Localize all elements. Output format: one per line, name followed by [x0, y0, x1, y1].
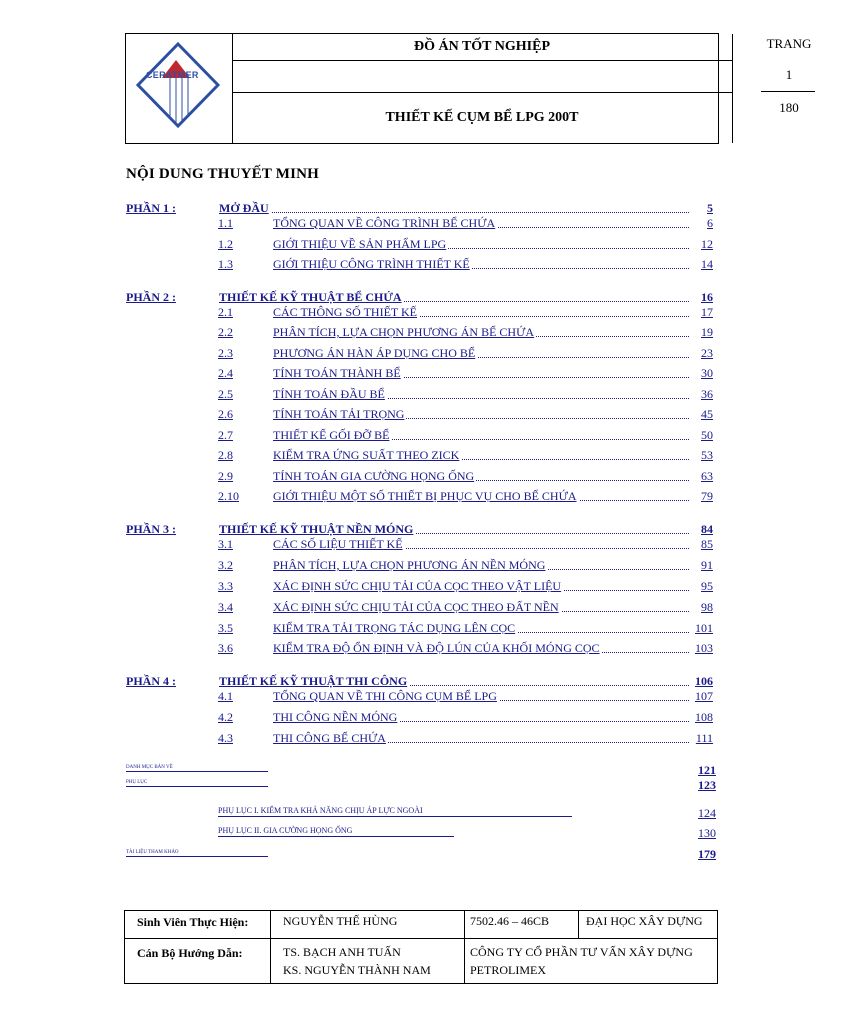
logo-cell	[126, 34, 233, 143]
page-divider	[761, 91, 815, 92]
toc-entry-number[interactable]: 4.2	[218, 710, 233, 724]
toc-entry-number[interactable]: 2.7	[218, 428, 233, 442]
toc-entry-number[interactable]: 3.6	[218, 641, 233, 655]
toc-entry-number[interactable]: 3.3	[218, 579, 233, 593]
toc-entry-title-text: MỞ ĐẦU	[219, 201, 269, 215]
toc-entry-title[interactable]	[273, 488, 579, 504]
toc-entry-title-text: GIỚI THIỆU MỘT SỐ THIẾT BỊ PHỤC VỤ CHO BỂ CHỨA	[273, 489, 577, 503]
toc-entry-page[interactable]: 91	[701, 558, 713, 572]
advisor-2: KS. NGUYỄN THÀNH NAM	[283, 963, 431, 977]
toc-entry-title-text: THIẾT KẾ KỸ THUẬT NỀN MÓNG	[219, 522, 414, 536]
toc-entry-title[interactable]	[273, 599, 561, 615]
toc-entry-title[interactable]	[273, 324, 536, 340]
toc-entry-page[interactable]: 103	[695, 641, 713, 655]
toc-entry-page[interactable]: 79	[701, 489, 713, 503]
toc-entry-number[interactable]: 2.5	[218, 387, 233, 401]
toc-entry-title-text: TÍNH TOÁN GIA CƯỜNG HỌNG ỐNG	[273, 469, 475, 483]
project-type: ĐỒ ÁN TỐT NGHIỆP	[232, 34, 732, 61]
appendix-entry-title[interactable]: PHỤ LỤC II. GIA CƯỜNG HỌNG ỐNG	[218, 826, 454, 837]
university: ĐẠI HỌC XÂY DỰNG	[586, 914, 703, 928]
toc-entry-page[interactable]: 23	[701, 346, 713, 360]
page-cell	[732, 34, 845, 143]
toc-entry-page[interactable]: 5	[707, 201, 713, 215]
toc-entry-number[interactable]: 2.10	[218, 489, 239, 503]
toc-entry-page[interactable]: 36	[701, 387, 713, 401]
appendix-entry-title[interactable]: PHỤ LỤC I. KIỂM TRA KHẢ NĂNG CHỊU ÁP LỰC NGOÀI	[218, 806, 572, 817]
toc-entry-title-text: PHƯƠNG ÁN HÀN ÁP DỤNG CHO BỂ	[273, 346, 476, 360]
company-line-2: PETROLIMEX	[470, 963, 546, 977]
toc-entry-title-text: TÍNH TOÁN ĐẦU BỂ	[273, 387, 385, 401]
toc-entry-title-text: TÍNH TOÁN THÀNH BỂ	[273, 366, 401, 380]
toc-entry-page[interactable]: 6	[707, 216, 713, 230]
toc-entry-number[interactable]: 2.4	[218, 366, 233, 380]
toc-entry-title-text: PHÂN TÍCH, LỰA CHỌN PHƯƠNG ÁN NỀN MÓNG	[273, 558, 546, 572]
project-title: THIẾT KẾ CỤM BỂ LPG 200T	[232, 92, 732, 143]
footer-table	[124, 910, 718, 984]
advisor-1: TS. BẠCH ANH TUẤN	[283, 945, 401, 959]
toc-entry-number[interactable]: 3.2	[218, 558, 233, 572]
toc-entry-title-text: PHÂN TÍCH, LỰA CHỌN PHƯƠNG ÁN BỂ CHỨA	[273, 325, 535, 339]
appendix-entry-page[interactable]: 121	[698, 763, 716, 777]
appendix-entry-page[interactable]: 124	[698, 806, 716, 820]
toc-entry-title[interactable]	[273, 447, 461, 463]
toc-entry-page[interactable]: 85	[701, 537, 713, 551]
toc-entry-title[interactable]	[219, 521, 415, 537]
toc-entry-page[interactable]: 98	[701, 600, 713, 614]
toc-entry-page[interactable]: 95	[701, 579, 713, 593]
toc-entry-title[interactable]	[273, 620, 517, 636]
toc-entry-title-text: KIỂM TRA TẢI TRỌNG TÁC DỤNG LÊN CỌC	[273, 621, 516, 635]
toc-entry-page[interactable]: 12	[701, 237, 713, 251]
toc-entry-title-text: KIỂM TRA ỨNG SUẤT THEO ZICK	[273, 448, 460, 462]
toc-entry-number[interactable]: 2.1	[218, 305, 233, 319]
company-line-1: CÔNG TY CỔ PHẦN TƯ VẤN XÂY DỰNG	[470, 945, 693, 959]
toc-entry-page[interactable]: 17	[701, 305, 713, 319]
toc-entry-title-text: THIẾT KẾ GỐI ĐỠ BỂ	[273, 428, 390, 442]
toc-entry-page[interactable]: 14	[701, 257, 713, 271]
toc-entry-page[interactable]: 50	[701, 428, 713, 442]
toc-entry-number[interactable]: 4.1	[218, 689, 233, 703]
toc-entry-title[interactable]	[273, 730, 388, 746]
toc-entry-title-text: CÁC SỐ LIỆU THIẾT KẾ	[273, 537, 403, 551]
document-header	[125, 33, 812, 144]
footer-divider	[125, 938, 717, 939]
footer-divider	[270, 911, 271, 983]
toc-entry-number[interactable]: 3.5	[218, 621, 233, 635]
toc-entry-page[interactable]: 108	[695, 710, 713, 724]
toc-entry-number[interactable]: 4.3	[218, 731, 233, 745]
page-total: 180	[779, 100, 799, 115]
toc-entry-title-text: GIỚI THIỆU CÔNG TRÌNH THIẾT KẾ	[273, 257, 470, 271]
toc-entry-title[interactable]	[273, 709, 399, 725]
footer-divider	[464, 911, 465, 983]
toc-entry-number[interactable]: 3.1	[218, 537, 233, 551]
toc-entry-title[interactable]	[273, 386, 387, 402]
toc-entry-title[interactable]	[273, 468, 476, 484]
toc-entry-number[interactable]: 2.8	[218, 448, 233, 462]
toc-part-label[interactable]: PHẦN 3 :	[126, 522, 176, 536]
toc-entry-title-text: THI CÔNG BỂ CHỨA	[273, 731, 386, 745]
toc-entry-title[interactable]	[273, 304, 419, 320]
toc-entry-page[interactable]: 53	[701, 448, 713, 462]
toc-entry-page[interactable]: 101	[695, 621, 713, 635]
toc-part-label[interactable]: PHẦN 4 :	[126, 674, 176, 688]
student-label: Sinh Viên Thực Hiện:	[137, 915, 249, 929]
toc-entry-number[interactable]: 2.9	[218, 469, 233, 483]
toc-entry-number[interactable]: 1.1	[218, 216, 233, 230]
toc-entry-page[interactable]: 63	[701, 469, 713, 483]
toc-entry-title[interactable]	[273, 365, 403, 381]
toc-entry-page[interactable]: 107	[695, 689, 713, 703]
footer-divider	[578, 911, 579, 938]
section-title: NỘI DUNG THUYẾT MINH	[126, 166, 320, 182]
appendix-entry-page[interactable]: 130	[698, 826, 716, 840]
toc-entry-page[interactable]: 84	[701, 522, 713, 536]
student-id: 7502.46 – 46CB	[470, 914, 550, 928]
toc-entry-title[interactable]	[273, 406, 406, 422]
appendix-entry-page[interactable]: 179	[698, 847, 716, 861]
toc-entry-number[interactable]: 3.4	[218, 600, 233, 614]
page-label: TRANG	[766, 36, 812, 51]
toc-entry-title[interactable]	[219, 289, 404, 305]
toc-entry-title-text: XÁC ĐỊNH SỨC CHỊU TẢI CỦA CỌC THEO ĐẤT NỀN	[273, 600, 559, 614]
toc-entry-title-text: KIỂM TRA ĐỘ ỔN ĐỊNH VÀ ĐỘ LÚN CỦA KHỐI MÓNG CỌC	[273, 641, 600, 655]
toc-entry-title[interactable]	[273, 345, 477, 361]
toc-entry-title-text: TỔNG QUAN VỀ THI CÔNG CỤM BỂ LPG	[273, 689, 497, 703]
toc-entry-title-text: XÁC ĐỊNH SỨC CHỊU TẢI CỦA CỌC THEO VẬT LIỆU	[273, 579, 562, 593]
toc-entry-title[interactable]	[273, 427, 391, 443]
toc-part-label[interactable]: PHẦN 2 :	[126, 290, 176, 304]
toc-entry-title-text: THI CÔNG NỀN MÓNG	[273, 710, 398, 724]
toc-entry-title[interactable]	[273, 688, 499, 704]
appendix-entry-title[interactable]: DANH MỤC BẢN VẼ	[126, 765, 268, 772]
toc-entry-title[interactable]	[273, 236, 448, 252]
toc-entry-page[interactable]: 30	[701, 366, 713, 380]
student-name: NGUYỄN THẾ HÙNG	[283, 914, 398, 928]
toc-entry-number[interactable]: 2.2	[218, 325, 233, 339]
toc-entry-number[interactable]: 2.6	[218, 407, 233, 421]
toc-entry-page[interactable]: 45	[701, 407, 713, 421]
toc-entry-page[interactable]: 16	[701, 290, 713, 304]
toc-entry-page[interactable]: 106	[695, 674, 713, 688]
toc-entry-number[interactable]: 1.2	[218, 237, 233, 251]
toc-entry-title[interactable]	[273, 640, 602, 656]
toc-entry-title[interactable]	[273, 557, 547, 573]
toc-entry-title-text: THIẾT KẾ KỸ THUẬT BỂ CHỨA	[219, 290, 402, 304]
toc-leader-dots	[219, 211, 689, 213]
toc-entry-title-text: THIẾT KẾ KỸ THUẬT THI CÔNG	[219, 674, 408, 688]
toc-entry-number[interactable]: 1.3	[218, 257, 233, 271]
toc-entry-title[interactable]	[273, 536, 405, 552]
toc-entry-title[interactable]	[219, 673, 409, 689]
appendix-entry-page[interactable]: 123	[698, 778, 716, 792]
toc-entry-title[interactable]	[219, 200, 271, 216]
appendix-entry-title[interactable]: PHỤ LỤC	[126, 780, 268, 787]
toc-part-label[interactable]: PHẦN 1 :	[126, 201, 176, 215]
toc-entry-title[interactable]	[273, 256, 472, 272]
advisor-label: Cán Bộ Hướng Dẫn:	[137, 946, 243, 960]
toc-entry-title-text: TÍNH TOÁN TẢI TRỌNG	[273, 407, 405, 421]
toc-entry-title-text: CÁC THÔNG SỐ THIẾT KẾ	[273, 305, 418, 319]
toc-entry-page[interactable]: 111	[695, 731, 713, 745]
toc-entry-title[interactable]	[273, 578, 563, 594]
page-current: 1	[785, 67, 793, 82]
toc-entry-title-text: TỔNG QUAN VỀ CÔNG TRÌNH BỂ CHỨA	[273, 216, 496, 230]
appendix-entry-title[interactable]: TÀI LIỆU THAM KHẢO	[126, 850, 268, 857]
logo-text: CERATMER	[146, 70, 199, 80]
toc-entry-page[interactable]: 19	[701, 325, 713, 339]
toc-entry-title-text: GIỚI THIỆU VỀ SẢN PHẨM LPG	[273, 237, 447, 251]
toc-entry-title[interactable]	[273, 215, 497, 231]
toc-entry-number[interactable]: 2.3	[218, 346, 233, 360]
ceratmer-logo	[126, 34, 230, 140]
